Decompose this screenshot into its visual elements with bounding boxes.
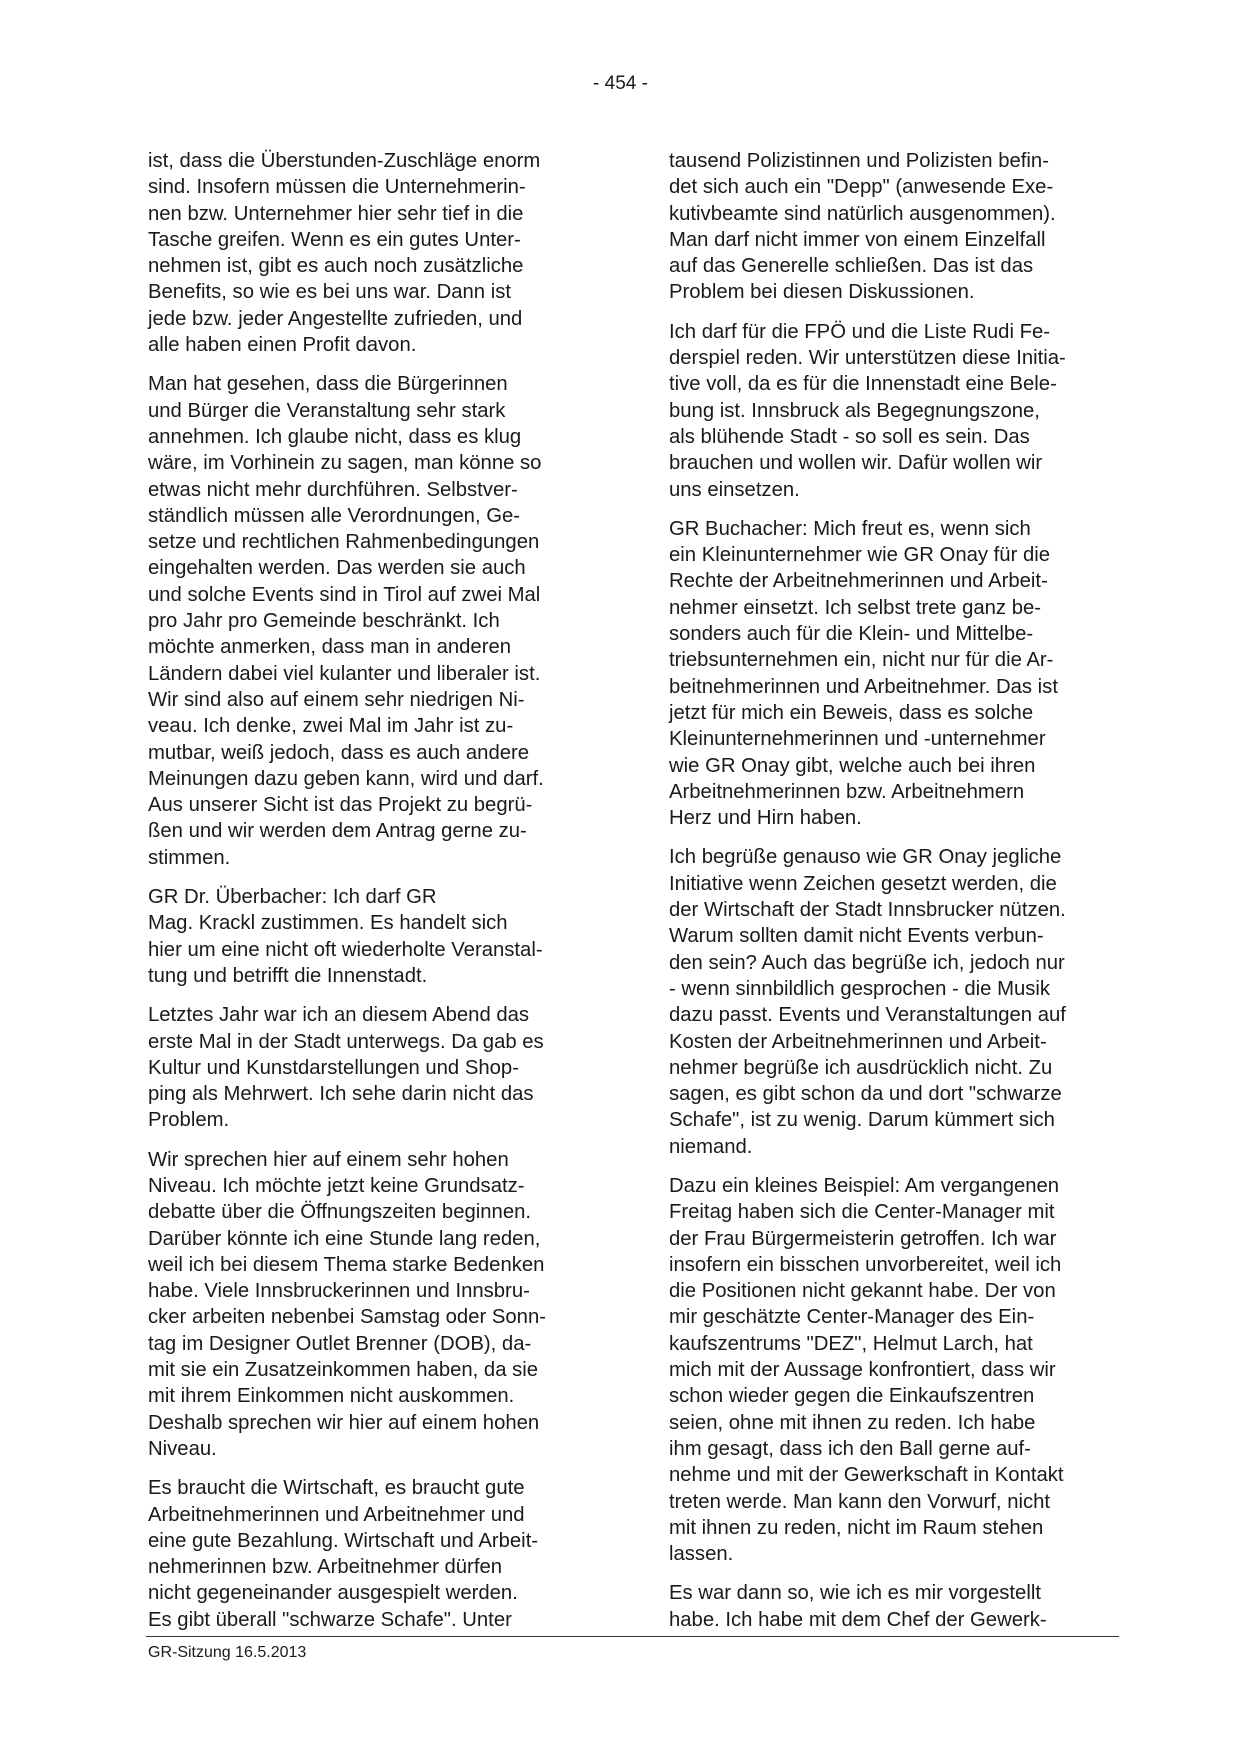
paragraph: Es braucht die Wirtschaft, es braucht gute Arbeitnehmerinnen und Arbeitnehmer und eine gute Bezahlung. Wirtschaft und Arbeit- nehmerinnen bzw. Arbeitnehmer dürfen nicht gegeneinander ausgespielt werden. Es gibt überall "schwarze Schafe". Unter	[148, 1477, 539, 1631]
paragraph: Man hat gesehen, dass die Bürgerinnen und Bürger die Veranstaltung sehr stark annehmen. Ich glaube nicht, dass es klug wäre, im Vorhinein zu sagen, man könne so etwas nicht mehr durchführen. Selbstver- ständlich müssen alle Verordnungen, Ge- setze und rechtlichen Rahmenbedingungen eingehalten werden. Das werden sie auch und solche Events sind in Tirol auf zwei Mal pro Jahr pro Gemeinde beschränkt. Ich möchte anmerken, dass man in anderen Ländern dabei viel kulanter und liberaler ist. Wir sind also auf einem sehr niedrigen Ni- veau. Ich denke, zwei Mal im Jahr ist zu- mutbar, weiß jedoch, dass es auch andere Meinungen dazu geben kann, wird und darf. Aus unserer Sicht ist das Projekt zu begrü- ßen und wir werden dem Antrag gerne zu- stimmen.	[148, 373, 544, 869]
paragraph: ist, dass die Überstunden-Zuschläge enorm sind. Insofern müssen die Unternehmerin- nen bzw. Unternehmer hier sehr tief in die Tasche greifen. Wenn es ein gutes Unter- nehmen ist, gibt es auch noch zusätzliche Benefits, so wie es bei uns war. Dann ist jede bzw. jeder Angestellte zufrieden, und alle haben einen Profit davon.	[148, 150, 541, 357]
right-column	[669, 148, 1113, 1646]
page-number: - 454 -	[593, 73, 648, 94]
footer-divider	[146, 1636, 1119, 1637]
paragraph: GR Dr. Überbacher: Ich darf GR Mag. Krackl zustimmen. Es handelt sich hier um eine nicht oft wiederholte Veranstal- tung und betrifft die Innenstadt.	[148, 886, 543, 987]
paragraph: GR Buchacher: Mich freut es, wenn sich ein Kleinunternehmer wie GR Onay für die Rechte der Arbeitnehmerinnen und Arbeit- nehmer einsetzt. Ich selbst trete ganz be- sonders auch für die Klein- und Mittelbe- triebsunternehmen ein, nicht nur für die Ar- beitnehmerinnen und Arbeitnehmer. Das ist jetzt für mich ein Beweis, dass es solche Kleinunternehmerinnen und -unternehmer wie GR Onay gibt, welche auch bei ihren Arbeitnehmerinnen bzw. Arbeitnehmern Herz und Hirn haben.	[669, 517, 1058, 830]
paragraph: Ich darf für die FPÖ und die Liste Rudi Fe- derspiel reden. Wir unterstützen diese Initia- tive voll, da es für die Innenstadt eine Bele- bung ist. Innsbruck als Begegnungszone, als blühende Stadt - so soll es sein. Das brauchen und wollen wir. Dafür wollen wir uns einsetzen.	[669, 320, 1066, 501]
left-column	[148, 148, 592, 1646]
paragraph: Wir sprechen hier auf einem sehr hohen Niveau. Ich möchte jetzt keine Grundsatz- debatte über die Öffnungszeiten beginnen. Darüber könnte ich eine Stunde lang reden, weil ich bei diesem Thema starke Bedenken habe. Viele Innsbruckerinnen und Innsbru- cker arbeiten nebenbei Samstag oder Sonn- tag im Designer Outlet Brenner (DOB), da- mit sie ein Zusatzeinkommen haben, da sie mit ihrem Einkommen nicht auskommen. Deshalb sprechen wir hier auf einem hohen Niveau.	[148, 1148, 546, 1460]
footer-session-date: GR-Sitzung 16.5.2013	[148, 1644, 307, 1661]
paragraph: Es war dann so, wie ich es mir vorgestellt habe. Ich habe mit dem Chef der Gewerk-	[669, 1582, 1047, 1631]
paragraph: tausend Polizistinnen und Polizisten befin- det sich auch ein "Depp" (anwesende Exe- kutivbeamte sind natürlich ausgenommen). Man darf nicht immer von einem Einzelfall auf das Generelle schließen. Das ist das Problem bei diesen Diskussionen.	[669, 150, 1056, 304]
paragraph: Letztes Jahr war ich an diesem Abend das erste Mal in der Stadt unterwegs. Da gab es Kultur und Kunstdarstellungen und Shop- ping als Mehrwert. Ich sehe darin nicht das Problem.	[148, 1004, 544, 1132]
paragraph: Dazu ein kleines Beispiel: Am vergangenen Freitag haben sich die Center-Manager mit der Frau Bürgermeisterin getroffen. Ich war insofern ein bisschen unvorbereitet, weil ich die Positionen nicht gekannt habe. Der von mir geschätzte Center-Manager des Ein- kaufszentrums "DEZ", Helmut Larch, hat mich mit der Aussage konfrontiert, dass wir schon wieder gegen die Einkaufszentren seien, ohne mit ihnen zu reden. Ich habe ihm gesagt, dass ich den Ball gerne auf- nehme und mit der Gewerkschaft in Kontakt treten werde. Man kann den Vorwurf, nicht mit ihnen zu reden, nicht im Raum stehen lassen.	[669, 1174, 1064, 1566]
paragraph: Ich begrüße genauso wie GR Onay jegliche Initiative wenn Zeichen gesetzt werden, die der Wirtschaft der Stadt Innsbrucker nützen. Warum sollten damit nicht Events verbun- den sein? Auch das begrüße ich, jedoch nur - wenn sinnbildlich gesprochen - die Musik dazu passt. Events und Veranstaltungen auf Kosten der Arbeitnehmerinnen und Arbeit- nehmer begrüße ich ausdrücklich nicht. Zu sagen, es gibt schon da und dort "schwarze Schafe", ist zu wenig. Darum kümmert sich niemand.	[669, 846, 1066, 1158]
